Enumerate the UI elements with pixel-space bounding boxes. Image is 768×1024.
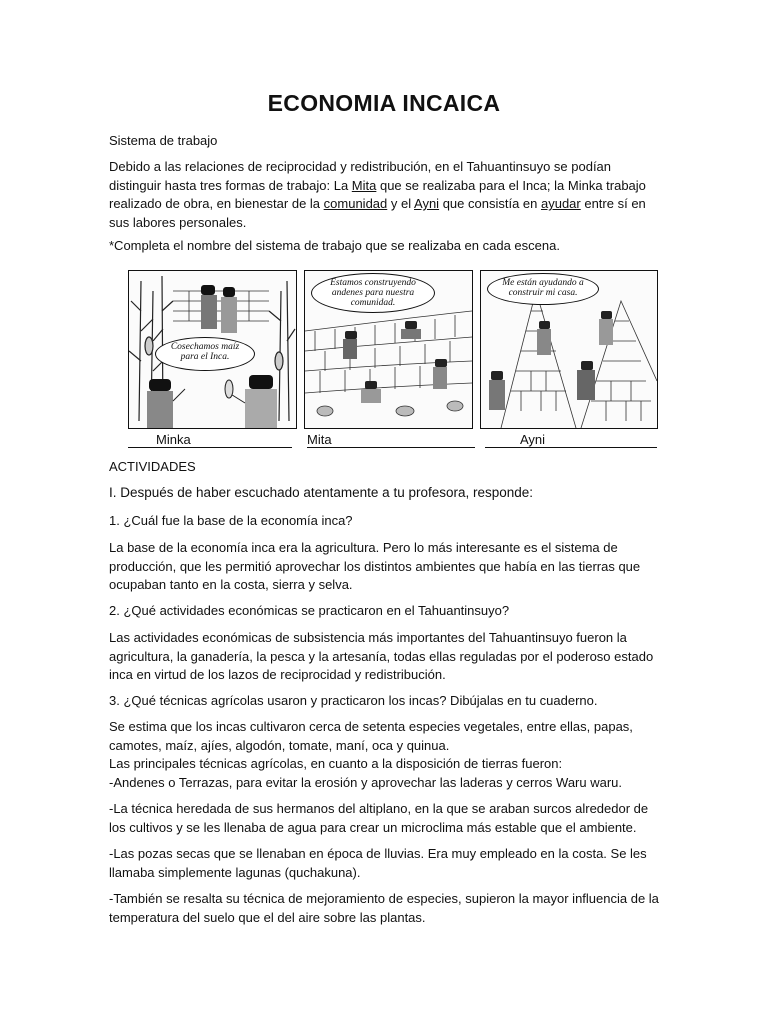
answer-label-2: Mita bbox=[307, 432, 332, 447]
answer-3 bbox=[109, 718, 661, 792]
technique-species: -También se resalta su técnica de mejoramiento de especies, supieron la mayor influencia de la temperatura del suelo que el del aire sobre las plantas. bbox=[109, 891, 659, 925]
intro-text-5: entre sí en sus labores personales. bbox=[109, 196, 646, 230]
speech-bubble-house: Me están ayudando a construir mi casa. bbox=[487, 273, 599, 305]
technique-pozas: -Las pozas secas que se llenaban en época de lluvias. Era muy empleado en la costa. Se les llamaba simplemente lagunas (quchakuna). bbox=[109, 846, 647, 880]
question-3: 3. ¿Qué técnicas agrícolas usaron y practicaron los incas? Dibújalas en tu cuaderno. bbox=[109, 693, 598, 708]
term-ayudar: ayudar bbox=[540, 196, 581, 211]
answer-1: La base de la economía inca era la agricultura. Pero lo más interesante es el sistema de producción, que les permitió aprovechar los distintos ambientes que había en las tierras que ocupaban tanto en la costa, sierra y selva. bbox=[109, 540, 641, 592]
answer-3-line-2: Las principales técnicas agrícolas, en cuanto a la disposición de tierras fueron: bbox=[109, 756, 563, 771]
answer-blanks bbox=[0, 432, 768, 450]
speech-bubble-terraces: Estamos construyendo andenes para nuestra comunidad. bbox=[311, 273, 435, 313]
section-1-heading: I. Después de haber escuchado atentamente a tu profesora, responde: bbox=[109, 485, 534, 500]
term-mita: Mita bbox=[351, 177, 377, 193]
question-2: 2. ¿Qué actividades económicas se practicaron en el Tahuantinsuyo? bbox=[109, 603, 510, 618]
answer-2: Las actividades económicas de subsistencia más importantes del Tahuantinsuyo fueron la agricultura, la ganadería, la pesca y la artesanía, todas ellas reguladas por el poderoso estado inca en virtud de los lazos de reciprocidad y redistribución. bbox=[109, 630, 654, 682]
term-ayni: Ayni bbox=[414, 196, 440, 211]
intro-text-1: Debido a las relaciones de reciprocidad y redistribución, en el Tahuantinsuyo se podían distinguir hasta tres formas de trabajo: La bbox=[109, 159, 612, 193]
intro-text-4: que consistía en bbox=[439, 196, 541, 211]
intro-text-2: que se realizaba para el Inca; la Minka trabajo realizado de obra, en bienestar de la bbox=[109, 177, 646, 211]
answer-blank-2[interactable] bbox=[307, 432, 475, 448]
comic-panel-harvest bbox=[128, 270, 297, 429]
instruction: *Completa el nombre del sistema de trabajo que se realizaba en cada escena. bbox=[109, 238, 560, 253]
page-title: ECONOMIA INCAICA bbox=[267, 90, 501, 116]
subtitle: Sistema de trabajo bbox=[109, 133, 218, 148]
answer-3-line-3: -Andenes o Terrazas, para evitar la erosión y aprovechar las laderas y cerros Waru waru. bbox=[109, 774, 623, 790]
comic-panel-house bbox=[480, 270, 658, 429]
speech-bubble-harvest: Cosechamos maíz para el Inca. bbox=[155, 337, 255, 371]
intro-text-3: y el bbox=[387, 196, 415, 211]
term-comunidad: comunidad bbox=[323, 196, 388, 211]
answer-label-1: Minka bbox=[156, 432, 191, 447]
question-1: 1. ¿Cuál fue la base de la economía inca? bbox=[109, 513, 353, 528]
answer-blank-1[interactable] bbox=[128, 432, 292, 448]
comic-strip bbox=[128, 270, 657, 427]
answer-label-3: Ayni bbox=[520, 432, 546, 447]
technique-altiplano: -La técnica heredada de sus hermanos del altiplano, en la que se araban surcos alrededor de los cultivos y se les llenaba de agua para crear un microclima más estable que el ambiente. bbox=[109, 801, 649, 835]
answer-blank-3[interactable] bbox=[485, 432, 657, 448]
activities-heading: ACTIVIDADES bbox=[109, 459, 196, 474]
comic-panel-terraces bbox=[304, 270, 473, 429]
answer-3-line-1: Se estima que los incas cultivaron cerca de setenta especies vegetales, entre ellas, papas, camotes, maíz, ajíes, algodón, tomate, maní, oca y quinua. bbox=[109, 719, 633, 753]
intro-paragraph bbox=[109, 158, 661, 232]
